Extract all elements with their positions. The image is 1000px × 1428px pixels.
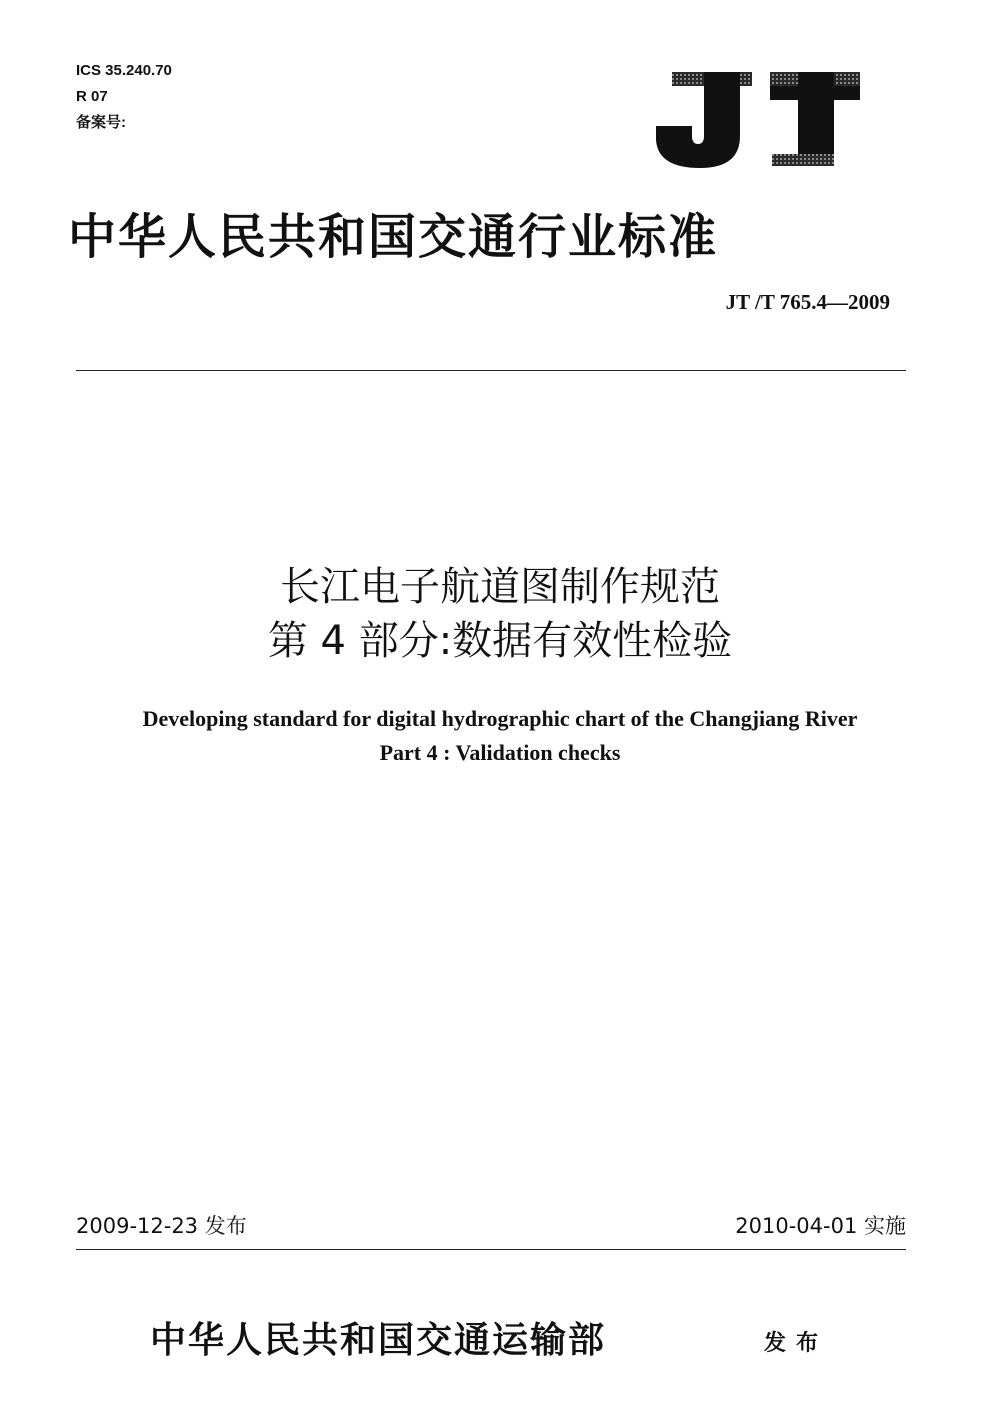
jt-logo-graphic <box>652 70 860 170</box>
publish-label: 发布 <box>764 1330 829 1356</box>
effective-date: 2010-04-01 实施 <box>735 1214 906 1238</box>
publisher-name: 中华人民共和国交通运输部 <box>150 1319 607 1361</box>
category-code: R 07 <box>76 88 108 105</box>
issue-date: 2009-12-23 发布 <box>76 1214 247 1238</box>
record-number-label: 备案号: <box>76 114 126 131</box>
chinese-title-line-2: 第 4 部分:数据有效性检验 <box>267 618 733 664</box>
english-title-line-1: Developing standard for digital hydrographic chart of the Changjiang River <box>142 706 858 731</box>
jt-logo <box>652 70 860 170</box>
ics-code: ICS 35.240.70 <box>76 62 172 79</box>
english-title-line-2: Part 4 : Validation checks <box>379 740 621 765</box>
metadata-block <box>76 58 172 136</box>
top-divider <box>76 370 906 371</box>
chinese-title-line-1: 长江电子航道图制作规范 <box>280 564 720 610</box>
bottom-divider <box>76 1249 906 1250</box>
standard-category-title: 中华人民共和国交通行业标准 <box>68 209 719 265</box>
standard-number: JT /T 765.4—2009 <box>725 290 890 314</box>
